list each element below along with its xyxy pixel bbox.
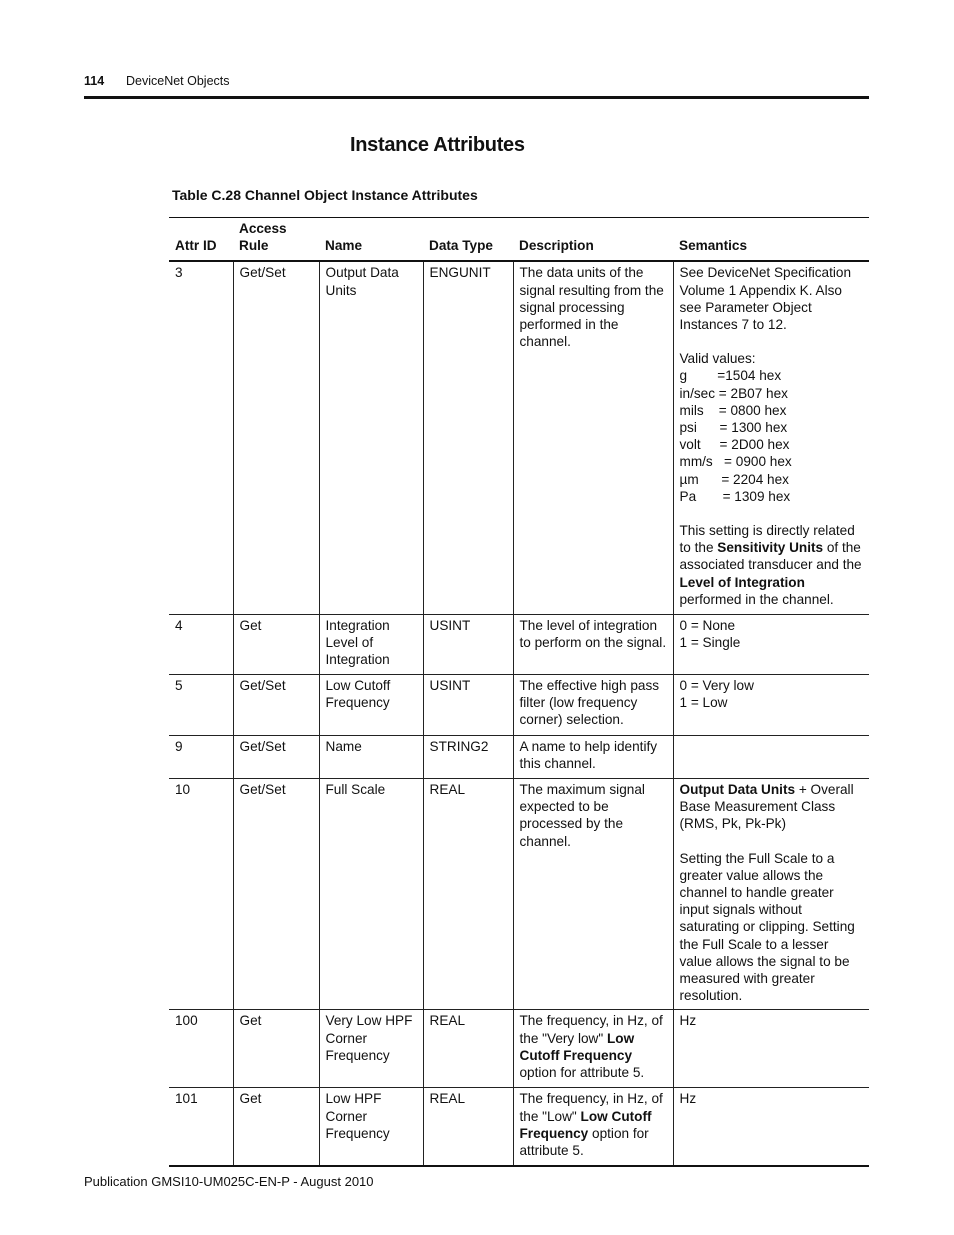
cell-description: The maximum signal expected to be processed by the channel. xyxy=(513,778,673,1009)
cell-attr-id: 9 xyxy=(169,735,233,778)
cell-description: A name to help identify this channel. xyxy=(513,735,673,778)
table-row xyxy=(169,735,869,778)
page-footer: Publication GMSI10-UM025C-EN-P - August 2010 xyxy=(84,1174,374,1189)
valid-value: psi = 1300 hex xyxy=(679,420,788,436)
cell-data-type: USINT xyxy=(423,674,513,735)
channel-instance-attributes-table xyxy=(169,217,869,1167)
semantics-valid-values-label: Valid values: xyxy=(679,351,756,367)
cell-name: Name xyxy=(319,735,423,778)
header-rule xyxy=(84,96,869,99)
cell-data-type: ENGUNIT xyxy=(423,261,513,614)
cell-attr-id: 3 xyxy=(169,261,233,614)
cell-semantics xyxy=(673,735,869,778)
cell-attr-id: 100 xyxy=(169,1010,233,1088)
bold-term: Output Data Units xyxy=(679,781,796,797)
valid-value: Pa = 1309 hex xyxy=(679,488,791,504)
column-header-access-rule-line1: Access xyxy=(239,221,287,236)
semantics-paragraph: Output Data Units + Overall Base Measurement Class (RMS, Pk, Pk-Pk) xyxy=(679,781,854,832)
cell-name: Low Cutoff Frequency xyxy=(319,674,423,735)
cell-data-type: STRING2 xyxy=(423,735,513,778)
valid-value: mm/s = 0900 hex xyxy=(679,454,792,470)
cell-data-type: REAL xyxy=(423,778,513,1009)
cell-semantics: 0 = None 1 = Single xyxy=(673,614,869,674)
cell-access-rule: Get/Set xyxy=(233,261,319,614)
table-row xyxy=(169,1010,869,1088)
cell-description: The data units of the signal resulting from the signal processing performed in the channel. xyxy=(513,261,673,614)
cell-attr-id: 5 xyxy=(169,674,233,735)
bold-term: Low Cutoff Frequency xyxy=(519,1108,652,1141)
column-header-description: Description xyxy=(513,218,673,262)
cell-semantics xyxy=(673,778,869,1009)
cell-semantics: Hz xyxy=(673,1010,869,1088)
cell-access-rule: Get xyxy=(233,1010,319,1088)
bold-term: Sensitivity Units xyxy=(717,540,824,556)
column-header-name: Name xyxy=(319,218,423,262)
cell-data-type: REAL xyxy=(423,1088,513,1166)
section-title: Instance Attributes xyxy=(350,134,525,156)
column-header-attr-id: Attr ID xyxy=(169,218,233,262)
semantics-paragraph: Setting the Full Scale to a greater value allows the channel to handle greater input signals without saturating or clipping. Setting the Full Scale to a lesser value allows the signal to be measured with greater resolution. xyxy=(679,850,855,1004)
valid-value: in/sec = 2B07 hex xyxy=(679,385,788,401)
table-row xyxy=(169,1088,869,1166)
cell-name: Full Scale xyxy=(319,778,423,1009)
cell-name: Integration Level of Integration xyxy=(319,614,423,674)
cell-name: Low HPF Corner Frequency xyxy=(319,1088,423,1166)
running-header xyxy=(84,72,869,94)
semantics-paragraph: See DeviceNet Specification Volume 1 Appendix K. Also see Parameter Object Instances 7 to 12. xyxy=(679,265,852,333)
table-header-row xyxy=(169,218,869,262)
column-header-data-type: Data Type xyxy=(423,218,513,262)
cell-attr-id: 101 xyxy=(169,1088,233,1166)
table-caption: Table C.28 Channel Object Instance Attributes xyxy=(172,187,478,203)
cell-description: The level of integration to perform on the signal. xyxy=(513,614,673,674)
cell-name: Very Low HPF Corner Frequency xyxy=(319,1010,423,1088)
cell-semantics xyxy=(673,261,869,614)
valid-value: µm = 2204 hex xyxy=(679,471,789,487)
bold-term: Level of Integration xyxy=(679,574,805,590)
cell-access-rule: Get xyxy=(233,614,319,674)
cell-attr-id: 4 xyxy=(169,614,233,674)
column-header-semantics: Semantics xyxy=(673,218,869,262)
column-header-access-rule-line2: Rule xyxy=(239,238,269,254)
valid-value: mils = 0800 hex xyxy=(679,402,787,418)
cell-attr-id: 10 xyxy=(169,778,233,1009)
cell-description: The effective high pass filter (low frequency corner) selection. xyxy=(513,674,673,735)
table-row xyxy=(169,778,869,1009)
table-row xyxy=(169,674,869,735)
cell-name: Output Data Units xyxy=(319,261,423,614)
bold-term: Low Cutoff Frequency xyxy=(519,1030,635,1063)
cell-access-rule: Get/Set xyxy=(233,778,319,1009)
cell-semantics: Hz xyxy=(673,1088,869,1166)
semantics-paragraph: This setting is directly related to the Sensitivity Units of the associated transducer and the Level of Integration performed in the channel. xyxy=(679,523,862,607)
cell-access-rule: Get/Set xyxy=(233,735,319,778)
cell-data-type: USINT xyxy=(423,614,513,674)
page-number: 114 xyxy=(84,74,105,88)
running-title: DeviceNet Objects xyxy=(126,74,230,88)
cell-access-rule: Get xyxy=(233,1088,319,1166)
cell-description: The frequency, in Hz, of the "Low" Low Cutoff Frequency option for attribute 5. xyxy=(513,1088,673,1166)
valid-value: g =1504 hex xyxy=(679,368,782,384)
cell-semantics: 0 = Very low 1 = Low xyxy=(673,674,869,735)
table-row xyxy=(169,261,869,614)
table-row xyxy=(169,614,869,674)
column-header-access-rule xyxy=(233,218,319,262)
cell-access-rule: Get/Set xyxy=(233,674,319,735)
valid-value: volt = 2D00 hex xyxy=(679,437,790,453)
cell-description: The frequency, in Hz, of the "Very low" Low Cutoff Frequency option for attribute 5. xyxy=(513,1010,673,1088)
cell-data-type: REAL xyxy=(423,1010,513,1088)
